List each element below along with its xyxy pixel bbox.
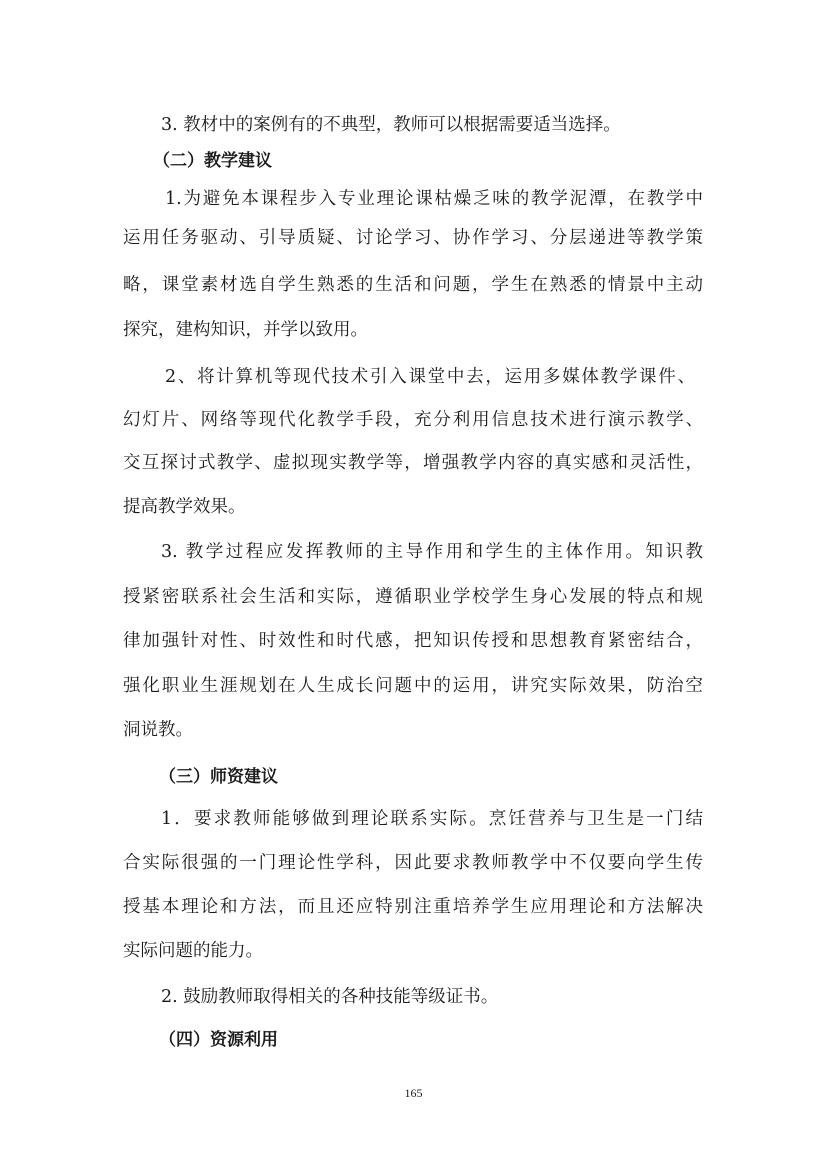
paragraph-line: 1.为避免本课程步入专业理论课枯燥乏味的教学泥潭，在教学中	[165, 189, 703, 209]
paragraph-line: 提高教学效果。	[123, 497, 246, 517]
paragraph-line: 幻灯片、网络等现代化教学手段，充分利用信息技术进行演示教学、	[123, 410, 703, 430]
page-number: 165	[404, 1086, 423, 1100]
paragraph-line: 3. 教材中的案例有的不典型，教师可以根据需要适当选择。	[161, 115, 621, 135]
paragraph-line: 律加强针对性、时效性和时代感，把知识传授和思想教育紧密结合，	[123, 631, 703, 651]
section-heading-teaching-suggestions: （二）教学建议	[153, 151, 272, 171]
section-heading-faculty-suggestions: （三）师资建议	[159, 767, 278, 787]
paragraph-line: 授紧密联系社会生活和实际，遵循职业学校学生身心发展的特点和规	[123, 587, 703, 607]
paragraph-line: 1．要求教师能够做到理论联系实际。烹饪营养与卫生是一门结	[161, 809, 703, 829]
section-heading-resource-use: （四）资源利用	[159, 1030, 278, 1050]
paragraph-line: 实际问题的能力。	[123, 941, 263, 961]
paragraph-line: 探究，建构知识，并学以致用。	[123, 320, 368, 340]
paragraph-line: 合实际很强的一门理论性学科，因此要求教师教学中不仅要向学生传	[123, 853, 703, 873]
paragraph-line: 2. 鼓励教师取得相关的各种技能等级证书。	[161, 987, 499, 1007]
paragraph-line: 洞说教。	[123, 720, 193, 740]
paragraph-line: 强化职业生涯规划在人生成长问题中的运用，讲究实际效果，防治空	[123, 676, 703, 696]
paragraph-line: 2、将计算机等现代技术引入课堂中去，运用多媒体教学课件、	[165, 367, 695, 387]
paragraph-line: 运用任务驱动、引导质疑、讨论学习、协作学习、分层递进等教学策	[123, 228, 703, 248]
paragraph-line: 授基本理论和方法，而且还应特别注重培养学生应用理论和方法解决	[123, 897, 703, 917]
paragraph-line: 交互探讨式教学、虚拟现实教学等，增强教学内容的真实感和灵活性，	[123, 453, 703, 473]
paragraph-line: 3. 教学过程应发挥教师的主导作用和学生的主体作用。知识教	[161, 542, 703, 562]
paragraph-line: 略，课堂素材选自学生熟悉的生活和问题，学生在熟悉的情景中主动	[123, 275, 703, 295]
